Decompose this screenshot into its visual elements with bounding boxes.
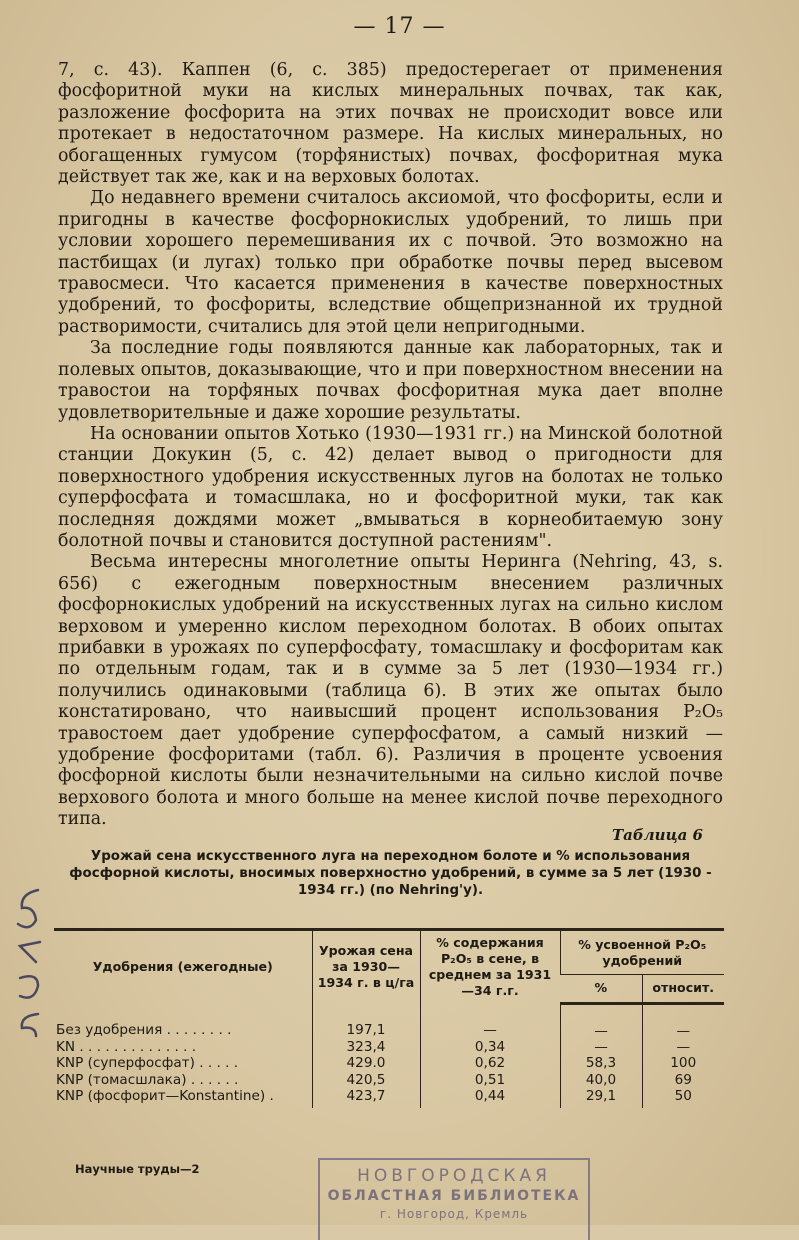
cell-fertilizer: KNP (томасшлака) . . . . . . <box>56 1071 239 1088</box>
cell-p2o5: 0,44 <box>420 1088 560 1107</box>
paragraph: До недавнего времени считалось аксиомой, что фосфориты, если и пригодны в качестве фосфорнокислых удобрений, то лишь при условии хорошего перемешивания их с почвой. Это возможно на пастбищах (и лугах) только при обработке почвы перед высевом травосмеси. Что касается применения в качестве поверхностных удобрений, то фосфориты, вследствие общепризнанной их трудной растворимости, считались для этой цели непригодными. <box>58 188 723 337</box>
cell-rel: — <box>642 1003 724 1039</box>
table-row <box>54 1072 724 1088</box>
cell-yield: 420,5 <box>312 1072 420 1088</box>
header-absorbed-rel: относит. <box>642 975 724 1003</box>
paragraph: За последние годы появляются данные как лабораторных, так и полевых опытов, доказывающие, что и при поверхностном внесении на травостои на торфяных почвах фосфоритная мука дает вполне удовлетворительные и даже хорошие результаты. <box>58 338 723 423</box>
table-caption: Урожай сена искусственного луга на переходном болоте и % использования фосфорной кислоты, вносимых поверхностно удобрений, в сумме за 5 лет (1930 - 1934 гг.) (по Nehring'у). <box>69 849 712 898</box>
library-stamp <box>318 1158 590 1240</box>
cell-yield: 197,1 <box>312 1003 420 1039</box>
cell-p2o5: 0,51 <box>420 1072 560 1088</box>
page-number: — 17 — <box>353 14 446 39</box>
cell-fertilizer: KNP (суперфосфат) . . . . . <box>56 1055 239 1072</box>
cell-pct: — <box>560 1003 642 1039</box>
cell-rel: 100 <box>642 1055 724 1071</box>
paragraph: 7, с. 43). Каппен (6, с. 385) предостерегает от применения фосфоритной муки на кислых минеральных почвах, так как, разложение фосфорита на этих почвах не происходит вовсе или протекает в недостаточном размере. На кислых минеральных, но обогащенных гумусом (торфянистых) почвах, фосфоритная мука действует так же, как и на верховых болотах. <box>58 60 723 188</box>
stamp-line: г. Новгород, Кремль <box>379 1207 529 1221</box>
cell-fertilizer: Без удобрения . . . . . . . . <box>56 1021 232 1038</box>
cell-p2o5: 0,34 <box>420 1039 560 1055</box>
cell-rel: — <box>642 1039 724 1055</box>
cell-p2o5: 0,62 <box>420 1055 560 1071</box>
header-fertilizer: Удобрения (ежегодные) <box>54 930 312 1004</box>
table-label: Таблица 6 <box>611 826 703 844</box>
stamp-line: ОБЛАСТНАЯ БИБЛИОТЕКА <box>327 1188 581 1204</box>
body-text <box>58 60 723 831</box>
cell-pct: 40,0 <box>560 1072 642 1088</box>
cell-yield: 429.0 <box>312 1055 420 1071</box>
data-table <box>54 928 724 1108</box>
header-absorbed-pct: % <box>560 975 642 1003</box>
paragraph: Весьма интересны многолетние опыты Неринга (Nehring, 43, s. 656) с ежегодным поверхностным внесением различных фосфорнокислых удобрений на искусственных лугах на сильно кислом верховом и умеренно кислом переходном болотах. В обоих опытах прибавки в урожаях по суперфосфату, томасшлаку и фосфоритам как по отдельным годам, так и в сумме за 5 лет (1930—1934 гг.) получились одинаковыми (таблица 6). В этих же опытах было констатировано, что наивысший процент использования P₂O₅ травостоем дает удобрение суперфосфатом, а самый низкий — удобрение фосфоритами (табл. 6). Различия в проценте усвоения фосфорной кислоты были незначительными на сильно кислой почве верхового болота и много больше на менее кислой почве переходного типа. <box>58 552 723 830</box>
stamp-line: НОВГОРОДСКАЯ <box>357 1166 551 1186</box>
cell-yield: 323,4 <box>312 1039 420 1055</box>
handwritten-inventory-number <box>8 880 48 1040</box>
cell-yield: 423,7 <box>312 1088 420 1107</box>
table-row <box>54 1055 724 1071</box>
cell-rel: 69 <box>642 1072 724 1088</box>
cell-pct: 58,3 <box>560 1055 642 1071</box>
header-p2o5-content: % содержания P₂O₅ в сене, в среднем за 1931—34 г.г. <box>420 930 560 1004</box>
cell-fertilizer: KNP (фосфорит—Konstantine) . <box>56 1088 274 1105</box>
cell-pct: 29,1 <box>560 1088 642 1107</box>
cell-fertilizer: KN . . . . . . . . . . . . . . <box>56 1038 197 1055</box>
cell-rel: 50 <box>642 1088 724 1107</box>
paragraph: На основании опытов Хотько (1930—1931 гг.) на Минской болотной станции Докукин (5, с. 42) делает вывод о пригодности для поверхностного удобрения искусственных лугов на болотах не только суперфосфата и томасшлака, но и фосфоритной муки, так как последняя дождями может „вмываться в корнеобитаемую зону болотной почвы и становится доступной растениям". <box>58 423 723 551</box>
table-row <box>54 1039 724 1055</box>
header-yield: Урожая сена за 1930—1934 г. в ц/га <box>312 930 420 1004</box>
table-row <box>54 1003 724 1039</box>
table-row <box>54 1088 724 1107</box>
header-absorbed-group: % усвоенной P₂O₅ удобрений <box>560 930 724 975</box>
cell-pct: — <box>560 1039 642 1055</box>
cell-p2o5: — <box>420 1003 560 1039</box>
footer-signature: Научные труды—2 <box>75 1162 200 1176</box>
